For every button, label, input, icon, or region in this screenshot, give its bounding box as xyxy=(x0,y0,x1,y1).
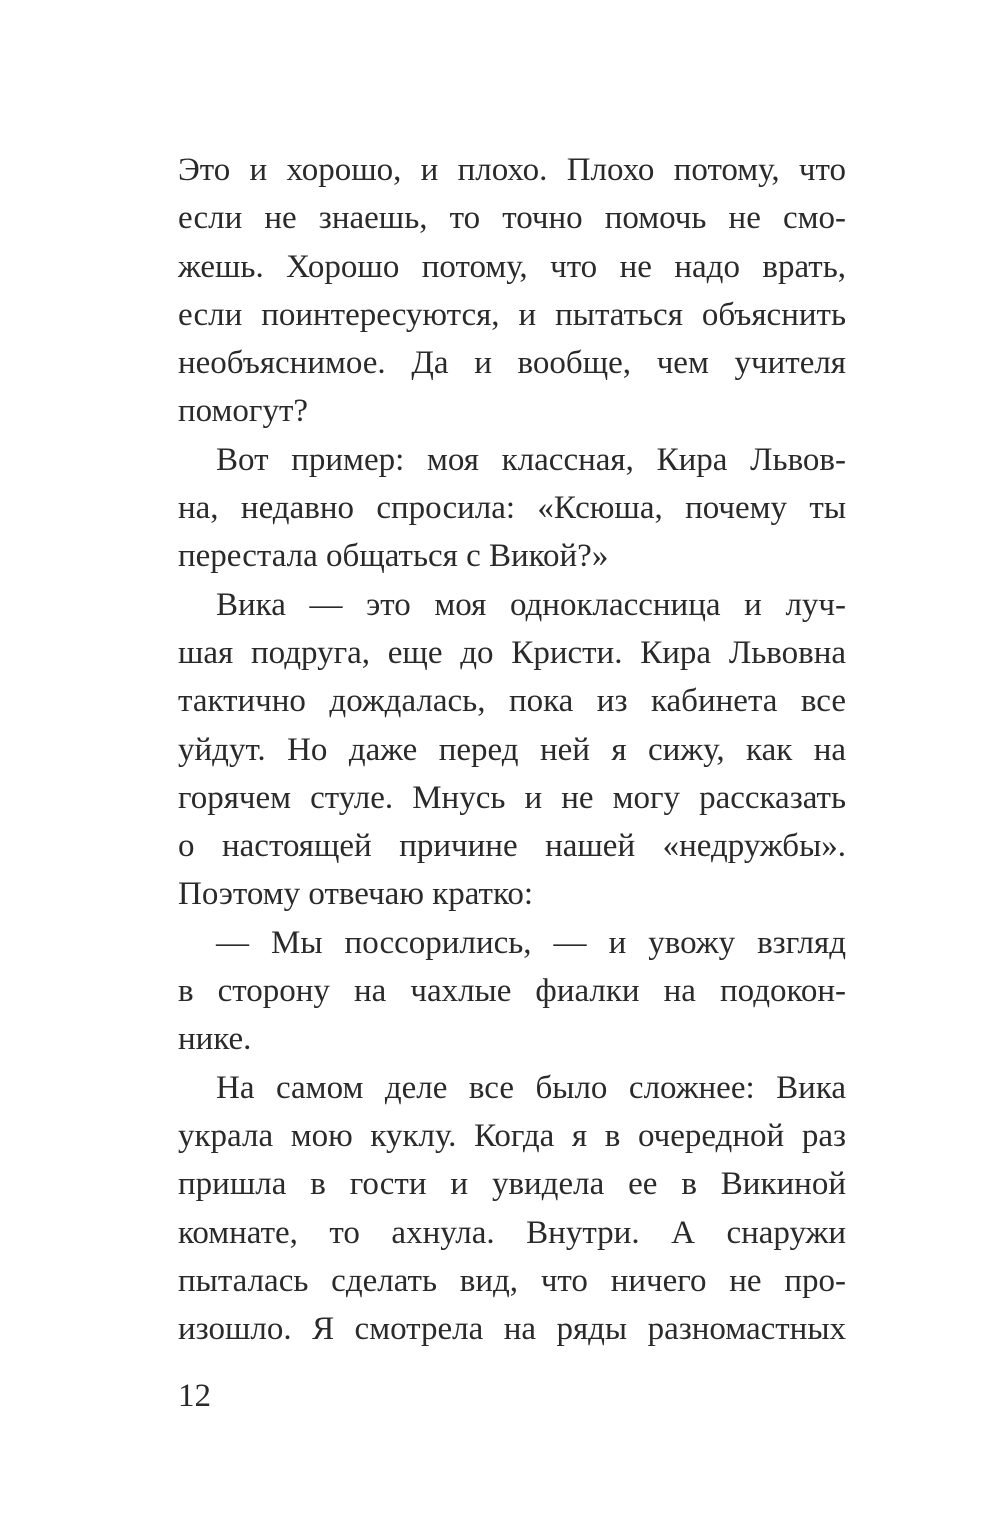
body-text xyxy=(178,146,846,1353)
text-line: на, недавно спросила: «Ксюша, почему ты xyxy=(178,490,846,527)
text-line: уйдут. Но даже перед ней я сижу, как на xyxy=(178,731,846,768)
text-line: тактично дождалась, пока из кабинета все xyxy=(178,683,846,720)
text-line: комнате, то ахнула. Внутри. А снаружи xyxy=(178,1214,846,1251)
text-line: если не знаешь, то точно помочь не смо- xyxy=(178,200,846,237)
text-line: в сторону на чахлые фиалки на подокон- xyxy=(178,973,846,1010)
text-line: помогут? xyxy=(178,393,309,430)
text-line: украла мою куклу. Когда я в очередной раз xyxy=(178,1117,846,1154)
text-line: пришла в гости и увидела ее в Викиной xyxy=(178,1166,846,1203)
text-line: если поинтересуются, и пытаться объяснить xyxy=(178,296,846,333)
text-line: необъяснимое. Да и вообще, чем учителя xyxy=(178,345,846,382)
text-line: — Мы поссорились, — и увожу взгляд xyxy=(216,924,846,961)
text-line: Поэтому отвечаю кратко: xyxy=(178,876,534,913)
text-line: изошло. Я смотрела на ряды разномастных xyxy=(178,1311,846,1348)
text-line: перестала общаться с Викой?» xyxy=(178,538,609,575)
text-line: жешь. Хорошо потому, что не надо врать, xyxy=(178,248,846,285)
text-line: нике. xyxy=(178,1021,252,1058)
page-number: 12 xyxy=(178,1378,211,1414)
text-line: горячем стуле. Мнусь и не могу рассказать xyxy=(178,779,846,816)
text-line: шая подруга, еще до Кристи. Кира Львовна xyxy=(178,634,846,671)
text-line: Вика — это моя одноклассница и луч- xyxy=(216,586,846,623)
text-line: о настоящей причине нашей «недружбы». xyxy=(178,828,846,865)
text-line: Вот пример: моя классная, Кира Львов- xyxy=(216,441,846,478)
text-line: пыталась сделать вид, что ничего не про- xyxy=(178,1262,846,1299)
text-line: На самом деле все было сложнее: Вика xyxy=(216,1069,846,1106)
text-line: Это и хорошо, и плохо. Плохо потому, что xyxy=(178,152,846,188)
